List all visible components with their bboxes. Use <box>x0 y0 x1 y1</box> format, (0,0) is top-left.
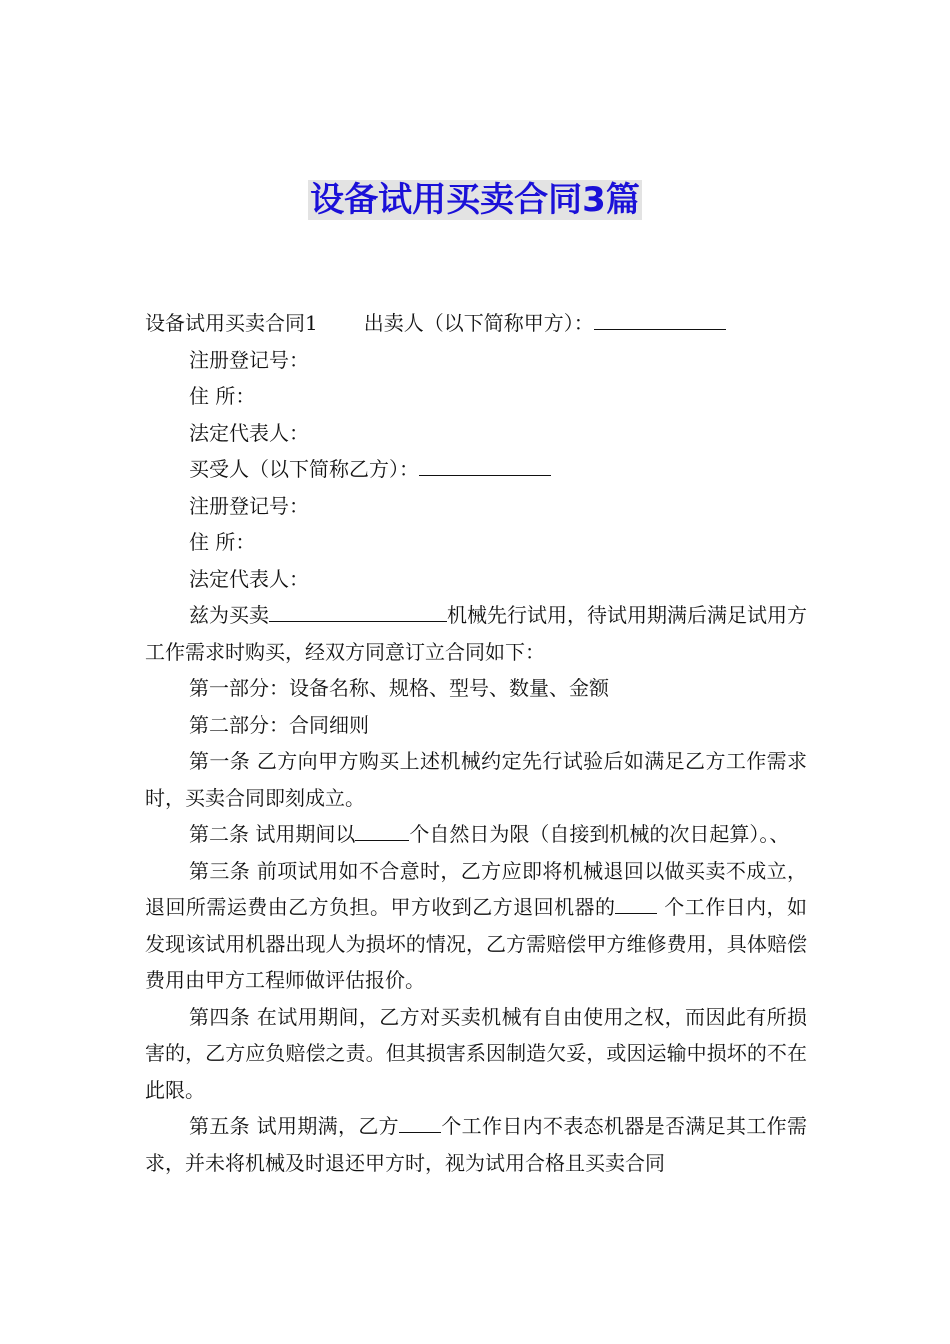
paragraph: 第三条 前项试用如不合意时，乙方应即将机械退回以做买卖不成立，退回所需运费由乙方负担。甲方收到乙方退回机器的 个工作日内，如发现该试用机器出现人为损坏的情况，乙方需赔偿甲方维修费用，具体赔偿费用由甲方工程师做评估报价。 <box>145 858 808 992</box>
paragraph: 注册登记号： <box>189 347 309 372</box>
paragraph: 注册登记号： <box>189 493 309 518</box>
blank-line <box>594 328 726 330</box>
paragraph: 法定代表人： <box>189 566 309 591</box>
paragraph: 住 所： <box>189 384 256 408</box>
blank-line <box>615 912 657 914</box>
paragraph: 第二条 试用期间以 个自然日为限（自接到机械的次日起算）。、 <box>189 822 790 846</box>
blank-line <box>355 839 409 841</box>
paragraph: 住 所： <box>189 530 256 554</box>
paragraph: 第一条 乙方向甲方购买上述机械约定先行试验后如满足乙方工作需求时，买卖合同即刻成立。 <box>145 749 807 810</box>
paragraph: 法定代表人： <box>189 420 309 445</box>
paragraph: 兹为买卖 机械先行试用，待试用期满后满足试用方工作需求时购买，经双方同意订立合同如下： <box>145 603 807 664</box>
paragraph: 第四条 在试用期间，乙方对买卖机械有自由使用之权，而因此有所损害的，乙方应负赔偿之责。但其损害系因制造欠妥，或因运输中损坏的不在此限。 <box>145 1004 807 1102</box>
blank-line <box>419 474 551 476</box>
paragraph-buyer: 买受人（以下简称乙方）： <box>145 451 807 488</box>
blank-line <box>269 620 447 622</box>
paragraph: 第五条 试用期满，乙方 个工作日内不表态机器是否满足其工作需求，并未将机械及时退还甲方时，视为试用合格且买卖合同 <box>145 1114 807 1175</box>
paragraph-seller: 设备试用买卖合同1 出卖人（以下简称甲方）： <box>145 305 807 342</box>
document-title: 设备试用买卖合同3篇 <box>310 180 640 220</box>
document-body <box>145 305 807 1181</box>
paragraph: 第二部分：合同细则 <box>189 712 369 737</box>
paragraph: 第一部分：设备名称、规格、型号、数量、金额 <box>189 676 609 700</box>
blank-line <box>399 1131 441 1133</box>
